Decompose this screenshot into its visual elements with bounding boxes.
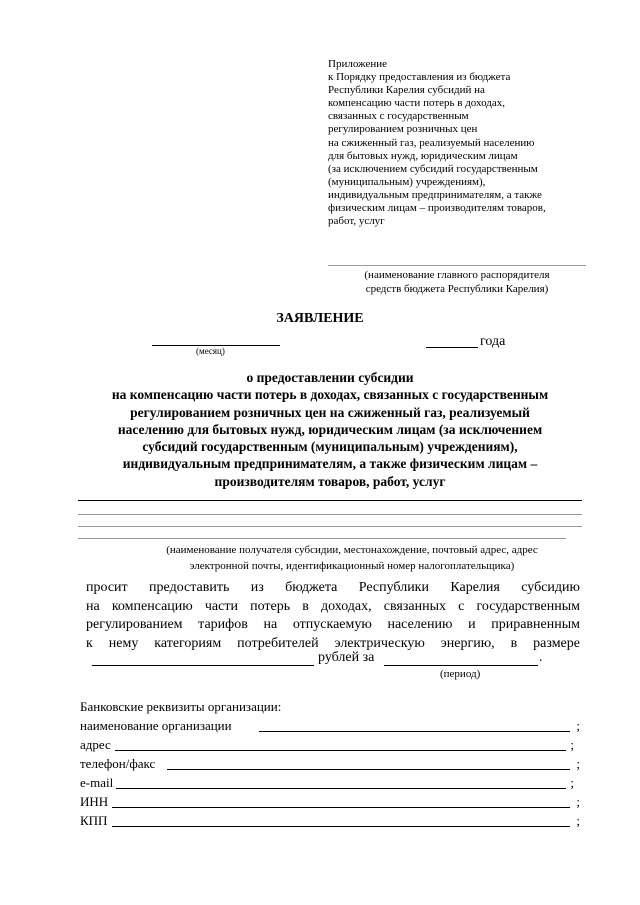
applicant-line[interactable]	[78, 538, 566, 539]
field-label: КПП	[80, 813, 108, 828]
field-semicolon: ;	[570, 737, 574, 752]
field-semicolon: ;	[576, 756, 580, 771]
field-semicolon: ;	[576, 718, 580, 733]
field-label: адрес	[80, 737, 111, 752]
application-subject: о предоставлении субсидии на компенсацию части потерь в доходах, связанных с государственным регулированием розничных цен на сжиженный газ, реализуемый населению для бытовых нужд, юридическим лицам (за исключением субсидий государственным (муниципальным) учреждениям), индивидуальным предпринимателям, а также физическим лицам – производителям товаров, работ, услуг	[111, 370, 549, 489]
year-label: года	[480, 334, 506, 349]
request-paragraph: просит предоставить из бюджета Республики Карелия субсидию на компенсацию части потерь в доходах, связанных с государственным регулированием тарифов на отпускаемую населению и приравненным к нему категориям потребителей электрическую энергию, в размере	[86, 580, 580, 651]
field-underline[interactable]	[167, 769, 570, 770]
rubles-for-label: рублей за	[318, 650, 375, 665]
recipient-caption: (наименование главного распорядителя средств бюджета Республики Карелия)	[364, 269, 550, 295]
appendix-line: на сжиженный газ, реализуемый населению	[328, 136, 535, 149]
appendix-line: индивидуальным предпринимателям, а также	[328, 188, 542, 201]
field-underline[interactable]	[112, 826, 570, 827]
field-label: телефон/факс	[80, 756, 156, 771]
appendix-line: компенсацию части потерь в доходах,	[328, 97, 506, 110]
appendix-block	[328, 58, 598, 228]
recipient-authority-line[interactable]	[328, 265, 586, 266]
period-field[interactable]	[384, 665, 538, 666]
period-caption: (период)	[440, 668, 481, 680]
field-label: ИНН	[80, 794, 109, 809]
applicant-line[interactable]	[78, 526, 582, 527]
appendix-line: Приложение	[328, 58, 388, 70]
appendix-line: физическим лицам – производителям товаров,	[328, 202, 546, 215]
document-title: ЗАЯВЛЕНИЕ	[276, 311, 364, 326]
field-label: e-mail	[80, 775, 114, 790]
field-semicolon: ;	[570, 775, 574, 790]
appendix-line: регулированием розничных цен	[328, 123, 478, 136]
field-label: наименование организации	[80, 718, 232, 733]
appendix-line: (за исключением субсидий государственным	[328, 162, 538, 175]
month-caption: (месяц)	[196, 346, 225, 356]
field-semicolon: ;	[576, 794, 580, 809]
appendix-line: Республики Карелия субсидий на	[328, 84, 485, 97]
appendix-line: для бытовых нужд, юридическим лицам	[328, 149, 518, 162]
field-underline[interactable]	[116, 788, 566, 789]
end-dot: .	[539, 650, 543, 665]
applicant-caption: (наименование получателя субсидии, местонахождение, почтовый адрес, адрес электронной почты, идентификационный номер налогоплательщика)	[166, 544, 538, 572]
appendix-line: работ, услуг	[328, 215, 385, 228]
bank-field-address[interactable]	[80, 735, 580, 753]
applicant-line[interactable]	[78, 500, 582, 501]
bank-field-email[interactable]	[80, 773, 580, 791]
appendix-line: к Порядку предоставления из бюджета	[328, 71, 511, 84]
year-line[interactable]	[426, 347, 478, 348]
bank-field-organization[interactable]	[80, 716, 580, 734]
field-underline[interactable]	[112, 807, 570, 808]
field-underline[interactable]	[259, 731, 570, 732]
applicant-line[interactable]	[78, 514, 582, 515]
bank-field-phone-fax[interactable]	[80, 754, 580, 772]
field-underline[interactable]	[115, 750, 566, 751]
bank-heading: Банковские реквизиты организации:	[80, 699, 282, 714]
bank-field-inn[interactable]	[80, 792, 580, 810]
bank-field-kpp[interactable]	[80, 811, 580, 829]
appendix-line: (муниципальным) учреждениям),	[328, 175, 486, 188]
amount-field[interactable]	[92, 665, 314, 666]
field-semicolon: ;	[576, 813, 580, 828]
appendix-line: связанных с государственным	[328, 110, 469, 123]
